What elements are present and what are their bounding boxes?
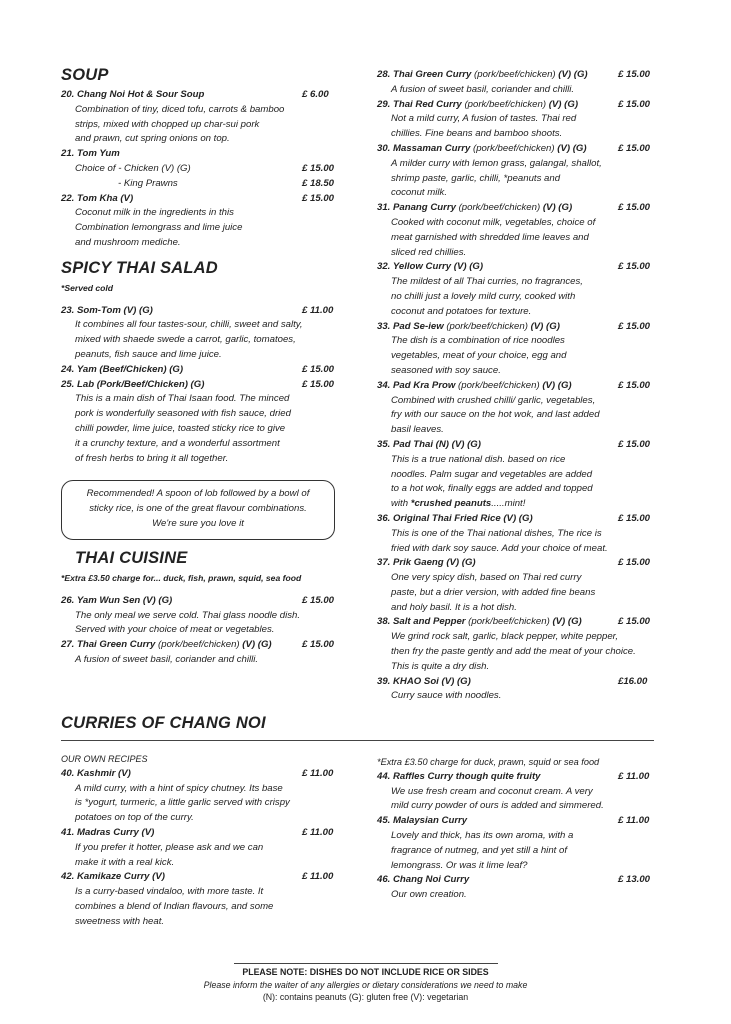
thai-cuisine-section	[61, 547, 351, 668]
right-column	[377, 68, 657, 704]
item-desc: Coconut milk in the ingredients in this	[75, 207, 234, 219]
item-name: 44. Raffles Curry though quite fruity	[377, 770, 541, 782]
item-price: £ 6.00	[302, 89, 329, 100]
footer-allergy-note: Please inform the waiter of any allergies or dietary considerations we need to make	[203, 979, 528, 990]
option-price: £ 18.50	[302, 177, 335, 189]
item-tags: (V) (G)	[530, 320, 560, 332]
item-desc: Is a curry-based vindaloo, with more taste. It	[75, 886, 264, 898]
item-meat-options: (pork/beef/chicken)	[465, 616, 553, 628]
item-name: 21. Tom Yum	[61, 148, 120, 160]
menu-item-31	[377, 201, 657, 260]
item-price: £ 15.00	[618, 320, 651, 332]
item-meat-options: (pork/beef/chicken)	[443, 320, 531, 332]
desc-allergen: *crushed peanuts	[410, 498, 492, 510]
menu-item-27	[61, 638, 351, 668]
menu-item-40	[61, 767, 351, 826]
footer	[0, 963, 731, 1004]
menu-item-22	[61, 192, 351, 251]
menu-item-45	[377, 814, 657, 873]
extra-charge-note: *Extra £3.50 charge for... duck, fish, prawn, squid, sea food	[61, 573, 302, 583]
item-meat-options: (pork/beef/chicken)	[461, 98, 549, 110]
item-name: 22. Tom Kha (V)	[61, 192, 134, 204]
menu-item-39	[377, 675, 657, 705]
item-desc: make it with a real kick.	[75, 856, 175, 868]
item-name: 45. Malaysian Curry	[377, 815, 468, 827]
item-desc: sliced red chillies.	[391, 246, 467, 258]
item-desc: sweetness with heat.	[75, 915, 165, 927]
item-desc: This is a true national dish. based on rice	[391, 453, 566, 465]
item-tags: (V) (G)	[542, 202, 573, 214]
item-desc: fragrance of nutmeg, and yet still a hint of	[391, 844, 567, 856]
item-tags: (V) (G)	[242, 639, 272, 651]
item-desc: mild curry powder of ours is added and simmered.	[391, 800, 604, 812]
item-desc: noodles. Palm sugar and vegetables are added	[391, 468, 593, 480]
menu-item-32	[377, 260, 657, 319]
item-desc: A milder curry with lemon grass, galangal, shallot,	[391, 157, 602, 169]
item-name: 31. Panang Curry	[377, 202, 456, 214]
item-desc: is *yogurt, turmeric, a little garlic served with crispy	[75, 797, 290, 809]
item-price: £ 15.00	[618, 202, 651, 214]
item-desc: Not a mild curry, A fusion of tastes. Thai red	[391, 113, 577, 125]
recommendation-line: We're sure you love it	[152, 517, 244, 529]
curries-right-column	[377, 755, 657, 903]
item-desc: seasoned with soy sauce.	[391, 364, 501, 376]
served-cold-note: *Served cold	[61, 282, 114, 293]
item-desc: If you prefer it hotter, please ask and we can	[75, 841, 264, 853]
item-meat-options: (pork/beef/chicken)	[155, 639, 243, 651]
curries-section	[61, 712, 654, 741]
menu-item-29	[377, 98, 657, 142]
item-desc: Combined with crushed chilli/ garlic, vegetables,	[391, 394, 596, 406]
item-option	[61, 162, 351, 177]
item-desc: The only meal we serve cold. Thai glass noodle dish.	[75, 609, 301, 621]
item-meat-options: (pork/beef/chicken)	[455, 202, 543, 214]
item-meat-options: (pork/beef/chicken)	[471, 69, 559, 80]
item-price: £ 15.00	[618, 512, 651, 524]
item-name: 24. Yam (Beef/Chicken) (G)	[61, 363, 184, 375]
menu-item-35	[377, 438, 657, 512]
item-desc: strips, mixed with chopped up char-sui pork	[75, 118, 260, 130]
menu-item-44	[377, 770, 657, 814]
item-desc: Combination of tiny, diced tofu, carrots & bamboo	[75, 103, 285, 115]
item-desc: potatoes on top of the curry.	[75, 812, 194, 824]
item-desc: lemongrass. Or was it lime leaf?	[391, 859, 528, 871]
item-price: £ 15.00	[302, 594, 335, 606]
item-desc: to a hot wok, finally eggs are added and topped	[391, 483, 593, 495]
item-desc: of fresh herbs to bring it all together.	[75, 452, 229, 464]
item-price: £ 15.00	[302, 192, 335, 204]
item-price: £ 15.00	[618, 69, 651, 80]
menu-item-28	[377, 68, 657, 98]
footer-note: PLEASE NOTE: DISHES DO NOT INCLUDE RICE OR SIDES	[242, 967, 489, 977]
item-name: 40. Kashmir (V)	[61, 767, 131, 779]
item-name: 38. Salt and Pepper	[377, 616, 466, 628]
salad-heading: SPICY THAI SALAD	[61, 258, 218, 277]
item-price: £ 15.00	[618, 557, 651, 569]
item-price: £ 11.00	[302, 826, 334, 838]
item-price: £ 15.00	[618, 98, 651, 110]
item-desc: no chilli just a lovely mild curry, cooked with	[391, 290, 576, 302]
item-price: £ 15.00	[618, 261, 651, 273]
item-desc: and holy basil. It is a hot dish.	[391, 601, 517, 613]
item-desc: mixed with shaede swede a carrot, garlic, tomatoes,	[75, 334, 296, 346]
item-name: 35. Pad Thai (N) (V) (G)	[377, 438, 481, 450]
item-tags: (V) (G)	[557, 142, 587, 154]
item-name: 23. Som-Tom (V) (G)	[61, 304, 153, 316]
menu-item-36	[377, 512, 657, 556]
item-name: 25. Lab (Pork/Beef/Chicken) (G)	[61, 378, 205, 390]
item-desc: We grind rock salt, garlic, black pepper, white pepper,	[391, 631, 618, 643]
menu-item-38	[377, 615, 657, 674]
item-name: 36. Original Thai Fried Rice (V) (G)	[377, 512, 533, 524]
desc-text: .....mint!	[491, 498, 526, 510]
item-name: 32. Yellow Curry (V) (G)	[377, 261, 484, 273]
item-desc: combines a blend of Indian flavours, and some	[75, 900, 274, 912]
menu-item-34	[377, 379, 657, 438]
menu-item-25	[61, 378, 351, 467]
item-desc: The dish is a combination of rice noodles	[391, 335, 565, 347]
item-price: £16.00	[618, 675, 648, 687]
recommendation-line: sticky rice, is one of the great flavour combinations.	[89, 502, 307, 514]
item-desc: basil leaves.	[391, 424, 444, 436]
item-desc: paste, but a drier version, with added fine beans	[391, 586, 596, 598]
item-desc: Combination lemongrass and lime juice	[75, 222, 243, 234]
item-price: £ 11.00	[302, 304, 334, 316]
item-name: 33. Pad Se-iew	[377, 320, 444, 332]
item-price: £ 15.00	[302, 363, 335, 375]
item-desc: Lovely and thick, has its own aroma, with a	[391, 829, 574, 841]
menu-item-24	[61, 363, 351, 378]
menu-item-30	[377, 142, 657, 201]
item-name: 28. Thai Green Curry	[377, 69, 472, 80]
item-desc: coconut milk.	[391, 187, 447, 199]
item-name: 26. Yam Wun Sen (V) (G)	[61, 594, 173, 606]
item-desc: A fusion of sweet basil, coriander and chilli.	[75, 653, 259, 665]
item-desc: chillies. Fine beans and bamboo shoots.	[391, 128, 563, 140]
item-desc: and mushroom mediche.	[75, 236, 181, 248]
own-recipes-note: OUR OWN RECIPES	[61, 754, 148, 764]
item-tags: (V) (G)	[548, 98, 579, 110]
soup-heading: SOUP	[61, 66, 109, 84]
thai-cuisine-heading: THAI CUISINE	[75, 549, 188, 567]
item-price: £ 11.00	[618, 770, 650, 782]
item-desc: A fusion of sweet basil, coriander and chilli.	[391, 83, 575, 95]
item-option	[61, 177, 351, 192]
item-desc: peanuts, fish sauce and lime juice.	[75, 348, 222, 360]
option-price: £ 15.00	[302, 162, 335, 174]
item-price: £ 13.00	[618, 874, 651, 886]
item-desc: We use fresh cream and coconut cream. A very	[391, 785, 593, 797]
left-column	[61, 64, 351, 466]
item-price: £ 15.00	[618, 616, 651, 628]
item-price: £ 11.00	[618, 815, 650, 827]
item-desc: This is quite a dry dish.	[391, 660, 490, 672]
item-name: 30. Massaman Curry	[377, 142, 471, 154]
recommendation-line: Recommended! A spoon of lob followed by a bowl of	[86, 488, 310, 499]
menu-item-21	[61, 147, 351, 191]
item-price: £ 15.00	[302, 639, 335, 651]
item-desc: chilli powder, lime juice, toasted sticky rice to give	[75, 422, 286, 434]
menu-item-42	[61, 870, 351, 929]
item-desc: The mildest of all Thai curries, no fragrances,	[391, 276, 583, 288]
item-desc: vegetables, meat of your choice, egg and	[391, 350, 567, 362]
item-name: 46. Chang Noi Curry	[377, 874, 470, 886]
menu-item-41	[61, 826, 351, 870]
item-desc: shrimp paste, garlic, chilli, *peanuts and	[391, 172, 561, 184]
item-desc: fry with our sauce on the hot wok, and last added	[391, 409, 600, 421]
footer-key: (N): contains peanuts (G): gluten free (V): vegetarian	[262, 992, 469, 1003]
item-price: £ 15.00	[618, 142, 651, 154]
menu-item-20	[61, 88, 351, 147]
item-name: 34. Pad Kra Prow	[377, 379, 456, 391]
extra-charge-note: *Extra £3.50 charge for duck, prawn, squid or sea food	[377, 757, 600, 767]
item-tags: (V) (G)	[552, 616, 582, 628]
item-desc: This is a main dish of Thai Isaan food. The minced	[75, 393, 290, 405]
item-price: £ 15.00	[302, 378, 335, 390]
desc-text: with	[391, 498, 411, 510]
item-name: 41. Madras Curry (V)	[61, 826, 155, 838]
menu-item-37	[377, 556, 657, 615]
item-price: £ 15.00	[618, 379, 651, 391]
item-desc: and prawn, cut spring onions on top.	[75, 133, 230, 145]
item-desc: meat garnished with shredded lime leaves and	[391, 231, 589, 243]
option-label: - King Prawns	[118, 177, 178, 189]
item-desc: It combines all four tastes-sour, chilli, sweet and salty,	[75, 319, 303, 331]
item-desc: fried with dark soy sauce. Add your choice of meat.	[391, 542, 608, 554]
item-meat-options: (pork/beef/chicken)	[455, 379, 543, 391]
item-price: £ 11.00	[302, 871, 334, 883]
item-desc: coconut and potatoes for texture.	[391, 305, 532, 317]
curries-heading: CURRIES OF CHANG NOI	[61, 712, 654, 741]
item-desc: Curry sauce with noodles.	[391, 690, 502, 702]
item-meat-options: (pork/beef/chicken)	[470, 142, 558, 154]
option-label: Choice of - Chicken (V) (G)	[75, 162, 191, 174]
menu-item-26	[61, 594, 351, 638]
item-name: 42. Kamikaze Curry (V)	[61, 871, 165, 883]
curries-left-column	[61, 752, 351, 930]
item-desc: Cooked with coconut milk, vegetables, choice of	[391, 216, 596, 228]
menu-item-33	[377, 320, 657, 379]
item-name: 39. KHAO Soi (V) (G)	[377, 675, 471, 687]
item-desc: One very spicy dish, based on Thai red curry	[391, 572, 582, 584]
item-name: 20. Chang Noi Hot & Sour Soup	[61, 89, 205, 100]
item-desc: A mild curry, with a hint of spicy chutney. Its base	[75, 782, 283, 794]
menu-item-23	[61, 304, 351, 363]
item-price: £ 15.00	[618, 438, 651, 450]
item-name: 37. Prik Gaeng (V) (G)	[377, 557, 476, 569]
item-desc: Served with your choice of meat or vegetables.	[75, 624, 275, 636]
footer-divider	[234, 963, 498, 964]
item-desc	[377, 497, 657, 512]
menu-item-46	[377, 873, 657, 903]
item-desc: then fry the paste gently and add the meat of your choice.	[391, 646, 636, 658]
item-name: 27. Thai Green Curry	[61, 639, 156, 651]
item-desc: Our own creation.	[391, 889, 467, 901]
item-name: 29. Thai Red Curry	[377, 98, 462, 110]
item-price: £ 11.00	[302, 767, 334, 779]
item-desc: it a crunchy texture, and a wonderful assortment	[75, 437, 280, 449]
item-tags: (V) (G)	[542, 379, 572, 391]
recommendation-box	[61, 480, 335, 540]
item-desc: pork is wonderfully seasoned with fish sauce, dried	[75, 408, 291, 420]
item-tags: (V) (G)	[558, 69, 588, 80]
item-desc: This is one of the Thai national dishes, The rice is	[391, 527, 602, 539]
